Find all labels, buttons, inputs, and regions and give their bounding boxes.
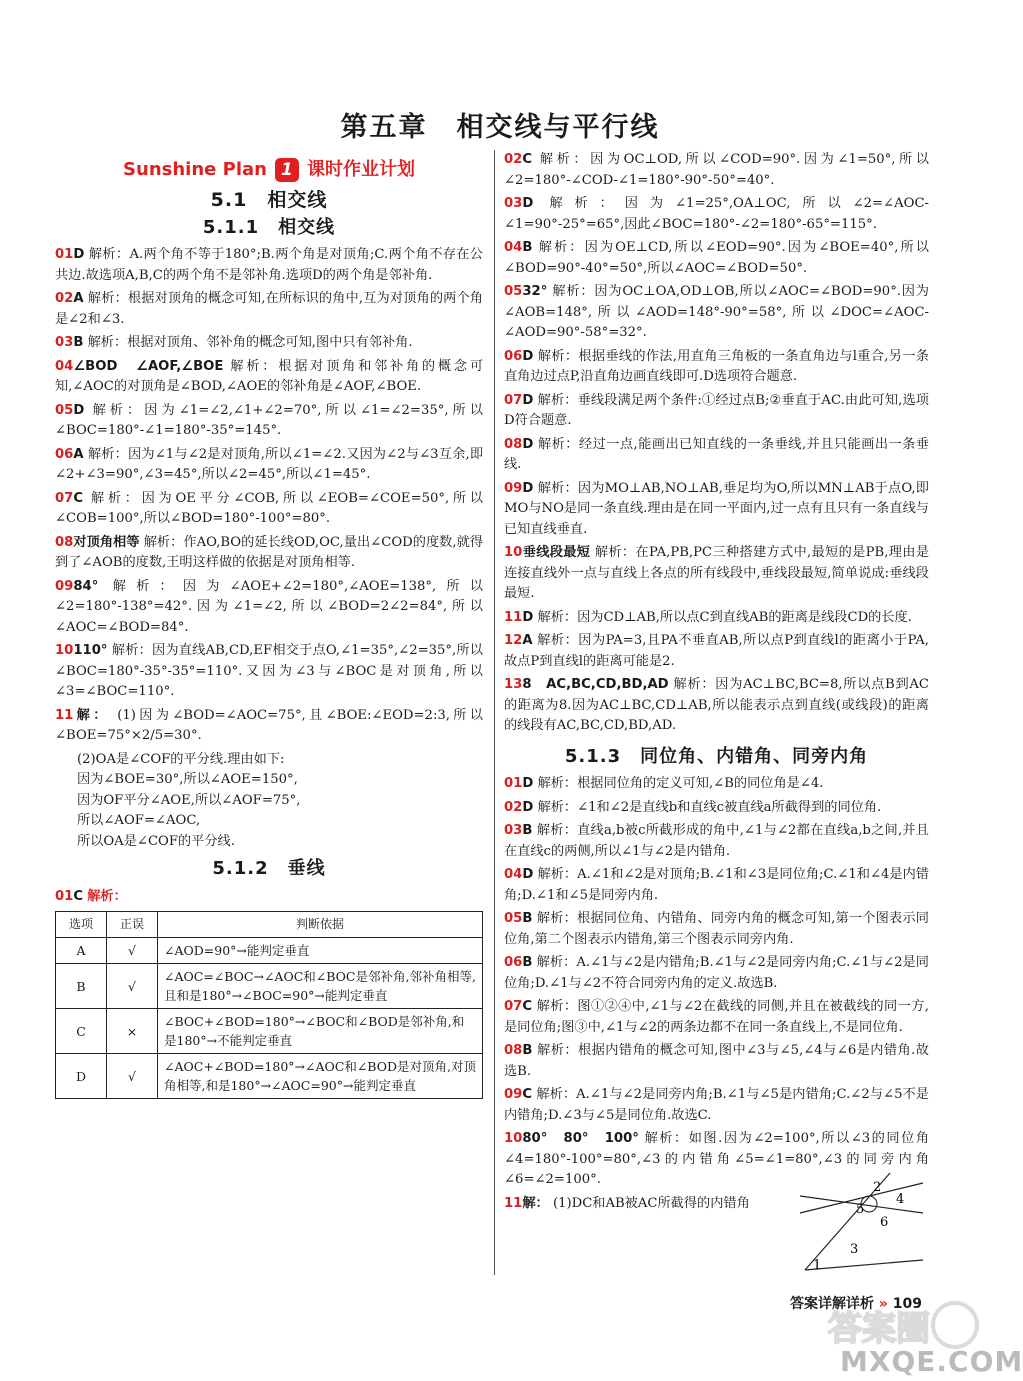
solution-line: (2)OA是∠COF的平分线.理由如下:: [77, 751, 285, 767]
item-text: 解析：A.∠1与∠2是内错角;B.∠1与∠2是同旁内角;C.∠1与∠2是同位角;D.∠1与∠2不符合同旁内角的定义.故选B.: [504, 955, 929, 991]
item-answer: B: [522, 911, 533, 926]
answer-item: [504, 798, 929, 819]
table-cell: ∠AOC=∠BOC→∠AOC和∠BOC是邻补角,邻补角相等,且和是180°→∠BOC=90°→能判定垂直: [158, 964, 483, 1009]
item-number: 08: [504, 436, 523, 452]
table-cell: √: [107, 964, 158, 1009]
item-number: 03: [504, 196, 523, 211]
item-answer: D: [522, 480, 534, 496]
judgment-table: [55, 911, 483, 1099]
table-cell: D: [56, 1054, 107, 1099]
item-answer: 32°: [522, 284, 548, 299]
item-answer: A: [73, 291, 84, 306]
item-text: 解析：因为直线AB,CD,EF相交于点O,∠1=35°,∠2=35°,所以∠BOC=180°-35°-35°=110°.又因为∠3与∠BOC是对顶角,所以∠3=∠BOC=110°.: [55, 643, 483, 699]
item-number: 02: [504, 152, 523, 167]
item-number: 06: [504, 955, 523, 970]
item-text: (1)DC和AB被AC所截得的内错角: [552, 1195, 750, 1211]
item-text: 解析：因为CD⊥AB,所以点C到直线AB的距离是线段CD的长度.: [537, 609, 912, 625]
item-number: 07: [504, 392, 523, 408]
answer-item: [55, 333, 483, 354]
item-text: 解析：垂线段满足两个条件:①经过点B;②垂直于AC.由此可知,选项D符合题意.: [504, 392, 929, 428]
item-number: 08: [55, 534, 74, 550]
item-number: 11: [504, 1195, 523, 1211]
item-text: 解析：根据对顶角、邻补角的概念可知,图中只有邻补角.: [87, 335, 413, 350]
item-answer: C: [73, 490, 84, 506]
table-cell: A: [56, 938, 107, 964]
item-answer: ∠BOD ∠AOF,∠BOE: [73, 358, 224, 374]
item-answer: B: [522, 955, 533, 970]
item-answer: D: [522, 799, 534, 815]
answer-item: [55, 887, 483, 908]
item-answer: C: [73, 888, 84, 904]
answer-item: [504, 435, 929, 476]
subsection-heading: 5.1.3 同位角、内错角、同旁内角: [564, 745, 869, 767]
solution-line: 因为∠BOE=30°,所以∠AOE=150°,: [77, 772, 298, 787]
item-text: 解析：因为∠1=∠2,∠1+∠2=70°,所以∠1=∠2=35°,所以∠BOC=180°-∠1=180°-35°=145°.: [55, 402, 483, 438]
figure-label: 6: [880, 1215, 889, 1230]
table-cell: B: [56, 964, 107, 1009]
table-cell: ∠BOC+∠BOD=180°→∠BOC和∠BOD是邻补角,和是180°→不能判定垂直: [158, 1009, 483, 1054]
item-text: 解析：根据内错角的概念可知,图中∠3与∠5,∠4与∠6是内错角.故选B.: [504, 1043, 929, 1079]
item-text: 解析：因为OE⊥CD,所以∠EOD=90°.因为∠BOE=40°,所以∠BOD=90°-40°=50°,所以∠AOC=∠BOD=50°.: [504, 240, 929, 276]
item-number: 01: [55, 888, 74, 904]
item-answer: C: [522, 999, 533, 1014]
item-answer: D: [522, 392, 534, 408]
answer-item: [504, 865, 929, 906]
figure-label: 5: [856, 1202, 865, 1217]
item-answer: C: [522, 152, 533, 167]
table-cell: ∠AOD=90°→能判定垂直: [158, 938, 483, 964]
answer-item: [55, 357, 483, 398]
item-answer: B: [522, 1043, 533, 1058]
item-text: 解析：直线a,b被c所截形成的角中,∠1与∠2都在直线a,b之间,并且在直线c的两侧,所以∠1与∠2是内错角.: [504, 823, 929, 859]
item-answer: 84°: [73, 578, 99, 594]
table-header: 正误: [107, 912, 158, 938]
page-number: 109: [892, 1296, 923, 1312]
section-heading: 5.1 相交线: [210, 189, 328, 211]
answer-item: [55, 706, 483, 747]
table-cell: ∠AOC+∠BOD=180°→∠AOC和∠BOD是对顶角,对顶角相等,和是180°→∠AOC=90°→能判定垂直: [158, 1054, 483, 1099]
figure-line: [805, 1260, 923, 1270]
item-number: 06: [504, 348, 523, 364]
item-number: 07: [504, 999, 523, 1014]
table-cell: C: [56, 1009, 107, 1054]
item-text: 解析：因为∠1=25°,OA⊥OC,所以∠2=∠AOC-∠1=90°-25°=65°,因此∠BOC=180°-∠2=180°-65°=115°.: [504, 196, 929, 232]
item-number: 09: [504, 1087, 523, 1102]
item-text: 解析：A.两个角不等于180°;B.两个角是对顶角;C.两个角不存在公共边.故选项A,B,C的两个角不是邻补角.选项D的两个角是邻补角.: [55, 247, 483, 283]
item-text: 解析：因为MO⊥AB,NO⊥AB,垂足均为O,所以MN⊥AB于点O,即MO与NO是同一条直线.理由是在同一平面内,过一点有且只有一条直线与已知直线垂直.: [504, 480, 929, 537]
item-answer: 110°: [73, 643, 108, 658]
table-row: [56, 964, 483, 1009]
watermark-text: 答案圈: [828, 1309, 930, 1349]
item-answer: 解：: [522, 1195, 549, 1211]
item-answer: D: [522, 196, 534, 211]
plan-suffix: 课时作业计划: [306, 159, 415, 180]
item-text: 解析：因为AC⊥BC,BC=8,所以点B到AC的距离为8.因为AC⊥BC,CD⊥AB,所以能表示点到直线(或线段)的距离的线段有AC,BC,CD,BD,AD.: [504, 677, 929, 733]
solution-line: 因为OF平分∠AOE,所以∠AOF=75°,: [77, 792, 301, 808]
column-divider: [494, 150, 495, 1275]
item-answer: D: [73, 402, 85, 418]
chapter-title: 第五章 相交线与平行线: [340, 112, 660, 143]
answer-item: [504, 347, 929, 388]
item-answer: A: [522, 633, 533, 648]
answer-item: [55, 641, 483, 703]
item-number: 06: [55, 446, 74, 462]
item-number: 05: [504, 911, 523, 926]
watermark-url: MXQE.COM: [840, 1345, 1023, 1378]
item-text: 解析：根据对顶角和邻补角的概念可知,∠AOC的对顶角是∠BOD,∠AOE的邻补角是∠AOF,∠BOE.: [55, 358, 484, 394]
item-text: 解析：作AO,BO的延长线OD,OC,量出∠COD的度数,就得到了∠AOB的度数,王明这样做的依据是对顶角相等.: [55, 534, 484, 570]
figure-label: 3: [850, 1242, 859, 1257]
item-text: 解析：A.∠1与∠2是同旁内角;B.∠1与∠5是内错角;C.∠2与∠5不是内错角;D.∠3与∠5是同位角.故选C.: [504, 1087, 929, 1123]
solution-line: 所以OA是∠COF的平分线.: [77, 833, 235, 849]
item-number: 03: [504, 823, 523, 838]
item-number: 12: [504, 633, 523, 648]
answer-item: [504, 608, 929, 629]
answer-item: [55, 577, 483, 639]
item-text: 解析：根据垂线的作法,用直角三角板的一条直角边与l重合,另一条直角边过点P,沿直角边画直线即可.D选项符合题意.: [504, 348, 929, 384]
item-number: 05: [55, 402, 74, 418]
item-answer: D: [73, 247, 85, 262]
answer-item: [504, 675, 929, 737]
item-number: 04: [504, 240, 523, 255]
answer-item: [504, 391, 929, 432]
answer-item: [55, 445, 483, 486]
item-answer: B: [522, 823, 533, 838]
item-answer: B: [522, 240, 533, 255]
answer-item: [504, 909, 929, 950]
item-answer: D: [522, 867, 534, 882]
item-text: 解析：因为∠AOE+∠2=180°,∠AOE=138°,所以∠2=180°-138°=42°.因为∠1=∠2,所以∠BOD=2∠2=84°,所以∠AOC=∠BOD=84°.: [55, 578, 483, 635]
item-answer: 对顶角相等: [73, 534, 140, 550]
item-text: 解析：在PA,PB,PC三种搭建方式中,最短的是PB,理由是连接直线外一点与直线上各点的所有线段中,垂线段最短,简单说成:垂线段最短.: [504, 545, 930, 601]
left-column: [55, 150, 483, 1099]
item-number: 04: [504, 867, 523, 882]
item-text: 解析：因为OE平分∠COB,所以∠EOB=∠COE=50°,所以∠COB=100°,所以∠BOD=180°-100°=80°.: [55, 490, 483, 526]
plan-badge: 1: [275, 158, 299, 182]
answer-item: [55, 289, 483, 330]
angle-figure: [795, 1168, 925, 1273]
item-11-lines: [55, 750, 483, 853]
item-answer: C: [522, 1087, 533, 1102]
item-answer: A: [73, 446, 84, 462]
answer-item: [504, 821, 929, 862]
subsection-heading: 5.1.1 相交线: [202, 216, 336, 238]
table-cell: √: [107, 938, 158, 964]
item-number: 03: [55, 335, 74, 350]
table-row: [56, 938, 483, 964]
answer-item: [55, 489, 483, 530]
footer-label: 答案详解详析: [790, 1296, 874, 1312]
table-header: 选项: [56, 912, 107, 938]
item-number: 09: [504, 480, 523, 496]
item-text: (1)因为∠BOD=∠AOC=75°,且∠BOE:∠EOD=2:3,所以∠BOE=75°×2/5=30°.: [55, 707, 483, 743]
plan-header: [55, 158, 483, 182]
answer-item: [504, 997, 929, 1038]
item-number: 04: [55, 358, 74, 374]
answer-item: [504, 774, 929, 795]
subsection-heading: 5.1.2 垂线: [212, 858, 326, 879]
table-cell: ×: [107, 1009, 158, 1054]
figure-label: 1: [813, 1258, 822, 1273]
plan-prefix: Sunshine Plan: [123, 159, 267, 180]
table-header: 判断依据: [158, 912, 483, 938]
answer-item: [55, 245, 483, 286]
item-text: 解析：因为OC⊥OA,OD⊥OB,所以∠AOC=∠BOD=90°.因为∠AOB=148°,所以∠AOD=148°-90°=58°,所以∠DOC=∠AOC-∠AOD=90°-58°=32°.: [504, 284, 929, 340]
right-column: [504, 150, 929, 1217]
answer-item: [504, 150, 929, 191]
answer-item: [504, 631, 929, 672]
figure-label: 4: [896, 1192, 905, 1207]
answer-list: [55, 245, 483, 747]
item-number: 01: [504, 776, 523, 791]
item-answer: 80° 80° 100°: [522, 1131, 639, 1146]
table-row: [56, 1054, 483, 1099]
answer-list: [504, 774, 929, 1214]
item-text: 解析：因为OC⊥OD,所以∠COD=90°.因为∠1=50°,所以∠2=180°-∠COD-∠1=180°-90°-50°=40°.: [504, 152, 929, 188]
item-text: 解析：经过一点,能画出已知直线的一条垂线,并且只能画出一条垂线.: [504, 436, 929, 472]
item-answer: 解：: [73, 707, 110, 723]
solution-line: 所以∠AOF=∠AOC,: [77, 813, 201, 828]
item-number: 11: [504, 609, 523, 625]
item-text: 解析：因为PA=3,且PA不垂直AB,所以点P到直线l的距离小于PA,故点P到直线l的距离可能是2.: [504, 633, 929, 669]
answer-item: [504, 1085, 929, 1126]
item-number: 10: [504, 1131, 523, 1146]
footer-arrow: »: [878, 1296, 888, 1312]
answer-item: [55, 533, 483, 574]
answer-item: [504, 953, 929, 994]
item-number: 02: [55, 291, 74, 306]
table-cell: √: [107, 1054, 158, 1099]
item-number: 08: [504, 1043, 523, 1058]
item-number: 07: [55, 490, 74, 506]
item-text: 解析：如图.因为∠2=100°,所以∠3的同位角∠4=180°-100°=80°,∠3的内错角∠5=∠1=80°,∠3的同旁内角∠6=∠2=100°.: [504, 1131, 929, 1187]
answer-item: [504, 1041, 929, 1082]
answer-item: [504, 543, 929, 605]
item-answer: D: [522, 776, 534, 791]
answer-item: [504, 238, 929, 279]
item-answer: B: [73, 335, 84, 350]
item-answer: 8 AC,BC,CD,BD,AD: [522, 677, 669, 692]
item-keyword: 解析：: [87, 888, 127, 904]
table-row: [56, 1009, 483, 1054]
answer-item: [504, 479, 929, 541]
item-number: 10: [504, 545, 523, 560]
item-number: 01: [55, 247, 74, 262]
answer-item: [504, 194, 929, 235]
item-number: 02: [504, 799, 523, 815]
item-text: 解析：根据同位角的定义可知,∠B的同位角是∠4.: [537, 776, 824, 791]
item-answer: D: [522, 436, 534, 452]
figure-label: 2: [873, 1180, 882, 1195]
item-number: 10: [55, 643, 74, 658]
item-number: 09: [55, 578, 74, 594]
item-text: 解析：∠1和∠2是直线b和直线c被直线a所截得到的同位角.: [537, 799, 882, 815]
item-answer: D: [522, 609, 534, 625]
item-number: 13: [504, 677, 523, 692]
item-answer: D: [522, 348, 534, 364]
item-text: 解析：A.∠1和∠2是对顶角;B.∠1和∠3是同位角;C.∠1和∠4是内错角;D.∠1和∠5是同旁内角.: [504, 867, 929, 903]
item-answer: 垂线段最短: [522, 545, 591, 560]
item-text: 解析：因为∠1与∠2是对顶角,所以∠1=∠2.又因为∠2与∠3互余,即∠2+∠3=90°,∠3=45°,所以∠2=45°,所以∠1=45°.: [55, 446, 484, 482]
item-text: 解析：根据同位角、内错角、同旁内角的概念可知,第一个图表示同位角,第二个图表示内错角,第三个图表示同旁内角.: [504, 911, 929, 947]
item-text: 解析：图①②④中,∠1与∠2在截线的同侧,并且在被截线的同一方,是同位角;图③中,∠1与∠2的两条边都不在同一条直线上,不是同位角.: [504, 999, 929, 1035]
answer-item: [504, 282, 929, 344]
answer-item: [55, 401, 483, 442]
item-text: 解析：根据对顶角的概念可知,在所标识的角中,互为对顶角的两个角是∠2和∠3.: [55, 291, 483, 327]
item-number: 05: [504, 284, 523, 299]
answer-list: [504, 150, 929, 737]
item-number: 11: [55, 707, 74, 723]
